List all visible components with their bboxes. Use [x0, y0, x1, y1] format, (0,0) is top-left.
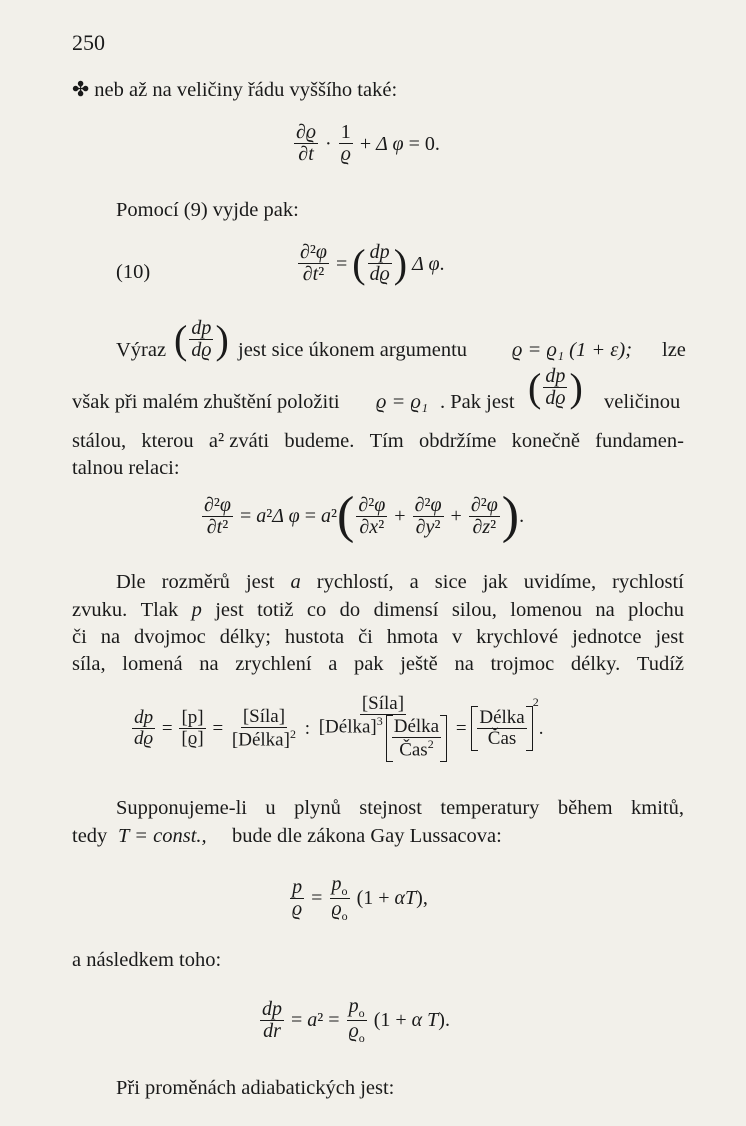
- word: na: [199, 653, 219, 675]
- word: jednotce: [572, 626, 642, 648]
- word: lomená: [122, 653, 183, 675]
- word: či: [72, 626, 87, 648]
- dim-time: Čas: [399, 739, 428, 761]
- dimension-equation: $\frac{dp}{dϱ}$ = $\frac{[p]}{[ϱ]}$ = $\frac{\text{[Síla]}}{[Délka]^2}$ : [Síla] [Délka]$^3$ $\frac{\text{Délka}}{Čas^2}$ = $\frac{\text{Délka}}{\text{Čas}}$ $^2$ .: [134, 693, 544, 761]
- equation-10-label: (10): [116, 261, 151, 283]
- word: kmitů,: [631, 797, 684, 819]
- word: temperatury: [440, 797, 540, 819]
- dim-length-3: Délka: [393, 716, 440, 738]
- text-line-1: ✤ neb až na veličiny řádu vyššího také:: [72, 79, 398, 101]
- word: stejnost: [359, 797, 422, 819]
- word: lomenou: [510, 599, 583, 621]
- word: plochu: [628, 599, 684, 621]
- word: Dle: [116, 571, 146, 593]
- expr-dp-drho-2: ( $\frac{dp}{dϱ}$ ): [528, 364, 583, 410]
- page-number: 250: [72, 30, 105, 55]
- word: plynů: [294, 797, 341, 819]
- word: rychlostí: [612, 571, 684, 593]
- word: uvidíme,: [523, 571, 597, 593]
- text-line-10: [72, 654, 684, 675]
- word: rychlostí,: [316, 571, 394, 593]
- text-line-3-end: lze: [662, 339, 686, 361]
- dim-force-2: [Síla]: [361, 693, 405, 714]
- word: Tím: [369, 430, 404, 452]
- word: jest: [245, 571, 275, 593]
- word: pak: [353, 653, 384, 675]
- word: fundamen-: [595, 430, 684, 452]
- word: trojmoc: [490, 653, 555, 675]
- word: zvuku.: [72, 599, 128, 621]
- word: u: [265, 797, 276, 819]
- word: v: [451, 626, 463, 648]
- word: konečně: [511, 430, 580, 452]
- word: dvojmoc: [134, 626, 206, 648]
- word: kterou: [141, 430, 194, 452]
- text-line-11: [116, 798, 684, 819]
- dim-length-4: Délka: [479, 706, 525, 728]
- wave-equation: $\frac{\text{∂²φ}}{\text{∂t²}}$ = a²Δ φ = a² ( $\frac{\text{∂²φ}}{\text{∂x²}}$ + $\frac{\text{∂²φ}}{\text{∂y²}}$ + $\frac{\text{∂²φ}}{\text{∂z²}}$ ) .: [204, 487, 525, 544]
- text-line-8: [72, 600, 684, 621]
- dim-length: [Délka]: [231, 728, 290, 750]
- word: a: [328, 653, 338, 675]
- word: do: [339, 599, 361, 621]
- word: Supponujeme-li: [116, 797, 247, 819]
- word: či: [358, 626, 373, 648]
- text-line-7: [116, 572, 684, 593]
- text-line-4-start: však při malém zhuštění položiti: [72, 391, 340, 413]
- word: p: [191, 599, 202, 621]
- word: na: [100, 626, 121, 648]
- dim-force: [Síla]: [242, 705, 286, 727]
- text-line-12-end: bude dle zákona Gay Lussacova:: [232, 825, 502, 847]
- word: ještě: [400, 653, 438, 675]
- text-line-2: Pomocí (9) vyjde pak:: [116, 199, 299, 221]
- word: stálou,: [72, 430, 127, 452]
- word: na: [454, 653, 474, 675]
- sound-speed-equation: $\frac{dp}{dr}$ = a² = $\frac{p_o}{ϱ_o}$ (1 + α T).: [262, 995, 450, 1045]
- word: silou,: [451, 599, 497, 621]
- word: zrychlení: [235, 653, 312, 675]
- word: dimensí: [373, 599, 439, 621]
- word: a² zváti: [208, 430, 270, 452]
- word: jest: [215, 599, 244, 621]
- equation-continuity: $\frac{\partial ϱ}{\partial t}$ · $\frac{1}{ϱ}$ + Δ φ = 0.: [296, 121, 440, 165]
- dim-rho: [ϱ]: [181, 727, 204, 749]
- word: co: [306, 599, 327, 621]
- word: obdržíme: [418, 430, 497, 452]
- word: totiž: [257, 599, 294, 621]
- text-line-3-mid: jest sice úkonem argumentu: [238, 339, 468, 361]
- word: Tlak: [140, 599, 179, 621]
- word: délky.: [570, 653, 621, 675]
- text-line-4-end: veličinou: [604, 391, 681, 413]
- expr-rho-eq-rho1: ϱ = ϱ₁: [376, 391, 429, 413]
- text-line-9: [72, 627, 684, 648]
- text-line-5: [72, 431, 684, 452]
- expr-t-const: T = const.,: [118, 825, 207, 847]
- word: Tudíž: [636, 653, 684, 675]
- expr-dp-drho: ( $\frac{dp}{dϱ}$ ): [174, 316, 229, 362]
- gas-law-equation: $\frac{p}{ϱ}$ = $\frac{p_o}{ϱ_o}$ (1 + αT),: [292, 873, 428, 923]
- text-line-13: a následkem toho:: [72, 949, 222, 971]
- word: během: [557, 797, 613, 819]
- equation-10: $\frac{\text{∂²φ}}{\text{∂t²}}$ = ( $\frac{dp}{dϱ}$ ) Δ φ.: [300, 240, 445, 286]
- word: krychlové: [476, 626, 559, 648]
- expr-rho-argument: ϱ = ϱ₁ (1 + ε);: [512, 339, 633, 361]
- dim-time-2: Čas: [487, 727, 517, 749]
- word: budeme.: [284, 430, 355, 452]
- dim-length-2: [Délka]: [318, 716, 377, 738]
- word: síla,: [72, 653, 106, 675]
- word: a: [290, 571, 301, 593]
- word: délky;: [219, 626, 271, 648]
- text-line-6: talnou relaci:: [72, 457, 180, 479]
- text-line-12-start: tedy: [72, 825, 108, 847]
- text-line-4-mid: . Pak jest: [440, 391, 515, 413]
- word: a: [409, 571, 419, 593]
- text-line-3-start: Výraz: [116, 339, 167, 361]
- word: jest: [655, 626, 684, 648]
- word: rozměrů: [161, 571, 230, 593]
- word: hmota: [386, 626, 439, 648]
- word: na: [595, 599, 615, 621]
- dim-p: [p]: [181, 706, 204, 728]
- word: jak: [482, 571, 508, 593]
- word: hustota: [284, 626, 345, 648]
- word: sice: [434, 571, 467, 593]
- text-line-14: Při proměnách adiabatických jest:: [116, 1077, 395, 1099]
